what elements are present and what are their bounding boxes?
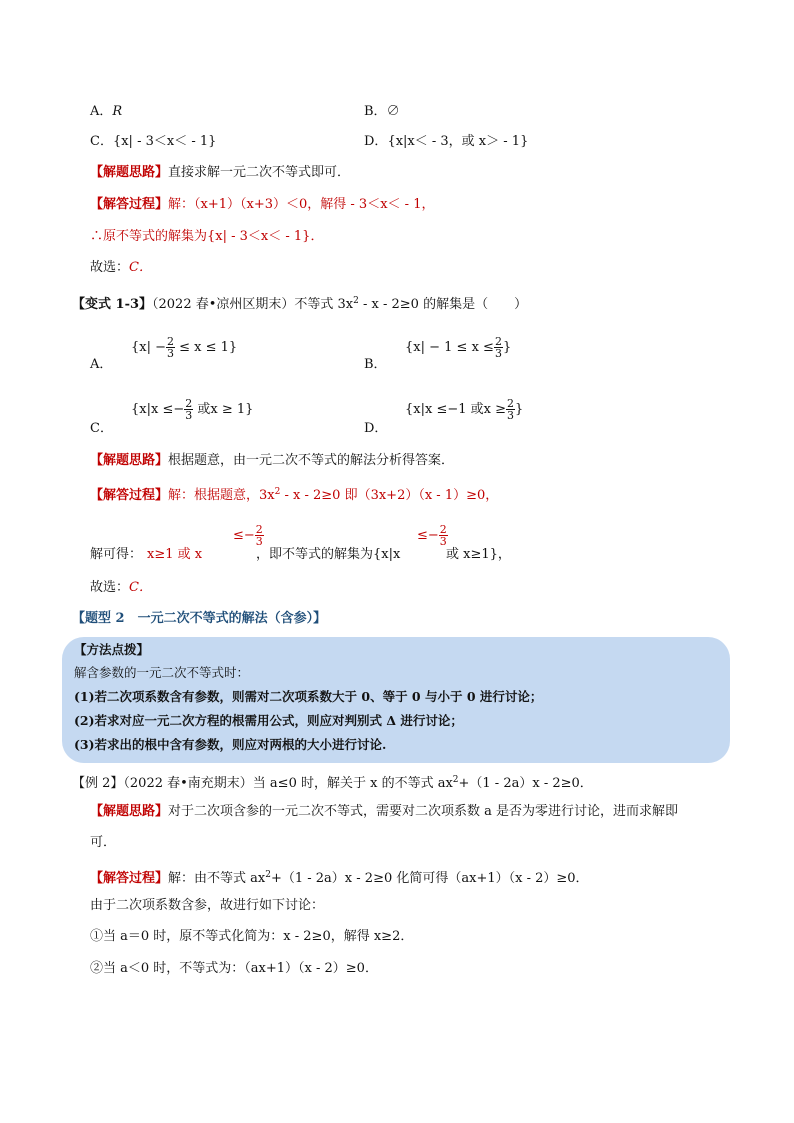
process-text: - x - 2≥0 即（3x+2）（x - 1）≥0， (280, 488, 499, 503)
option-letter: D． (364, 134, 388, 149)
variant-option-c-letter: C． (90, 421, 113, 436)
method-line-2: (1)若二次项系数含有参数，则需对二次项系数大于 0、等于 0 与小于 0 进行讨论； (74, 689, 543, 704)
variant-idea-line (90, 452, 454, 470)
variant-solution-x1: x≥1 或 x (147, 547, 203, 562)
math-part: ≤− (417, 528, 439, 543)
variant-solution-end: 或 x≥1}， (446, 547, 511, 562)
fraction-den: 3 (439, 535, 447, 548)
method-line-1: 解含参数的一元二次不等式时： (74, 665, 250, 680)
example-stem-text: （2022 春•南充期末）当 a≤0 时，解关于 x 的不等式 ax (123, 776, 453, 791)
process-label: 【解答过程】 (90, 197, 169, 212)
fraction-num: 2 (494, 335, 502, 348)
process-text: 解：（x+1）（x+3）＜0，解得 - 3＜x＜ - 1， (168, 197, 435, 212)
fraction-num: 2 (507, 397, 514, 410)
option-a (90, 103, 122, 121)
fraction-num: 2 (255, 523, 263, 536)
math-part: {x| − (131, 340, 167, 355)
fraction-den: 3 (255, 535, 263, 548)
superscript: 2 (274, 487, 281, 497)
variant-label: 【变式 1-3】 (72, 297, 153, 312)
variant-option-b-letter: B． (364, 357, 387, 372)
variant-option-d-math (405, 398, 523, 421)
example-discuss-line: 由于二次项系数含参，故进行如下讨论： (90, 898, 325, 913)
fraction-num: 2 (167, 335, 175, 348)
option-c (90, 133, 216, 151)
idea-text: 根据题意，由一元二次不等式的解法分析得答案． (168, 453, 455, 468)
superscript: 2 (265, 870, 271, 880)
option-letter: A． (90, 104, 113, 119)
variant-option-a-math (131, 336, 237, 359)
method-title: 【方法点拨】 (74, 642, 150, 657)
example-stem-rest: +（1 - 2a）x - 2≥0． (458, 776, 593, 791)
idea-label: 【解题思路】 (90, 453, 169, 468)
option-text: ∅ (386, 104, 400, 119)
conclusion-line: ∴原不等式的解集为{x| - 3＜x＜ - 1}． (90, 229, 324, 244)
method-line-4: (3)若求出的根中含有参数，则应对两根的大小进行讨论. (74, 737, 387, 752)
variant-option-a-letter: A． (90, 357, 113, 372)
math-part: 或x ≥ 1} (193, 402, 254, 417)
superscript: 2 (353, 296, 359, 306)
answer-line (90, 259, 152, 277)
fraction-num: 2 (185, 397, 193, 410)
example-idea-line-2: 可． (90, 835, 117, 850)
variant-option-d-letter: D． (364, 421, 388, 436)
example-stem (72, 771, 593, 793)
method-line-3: (2)若求对应一元二次方程的根需用公式，则应对判别式 Δ 进行讨论； (74, 713, 463, 728)
topic-heading: 【题型 2 一元二次不等式的解法（含参）】 (72, 611, 327, 626)
answer-prefix: 故选： (90, 260, 130, 275)
method-box (62, 637, 730, 763)
variant-option-c-math (131, 398, 253, 421)
option-text: R (112, 104, 123, 119)
fraction (166, 336, 175, 359)
fraction-den: 3 (494, 347, 502, 360)
example-label: 【例 2】 (72, 776, 124, 791)
fraction-den: 3 (185, 409, 193, 422)
option-letter: B． (364, 104, 387, 119)
process-text: 解：由不等式 ax (168, 871, 266, 886)
option-d (364, 133, 528, 151)
process-label: 【解答过程】 (90, 871, 169, 886)
variant-solution-prefix: 解可得： (90, 547, 143, 562)
idea-line (90, 164, 350, 182)
fraction (506, 398, 515, 421)
process-line (90, 196, 434, 214)
variant-option-b-math (405, 336, 511, 359)
variant-answer-line (90, 579, 152, 597)
example-idea-line (90, 803, 678, 821)
fraction-den: 3 (167, 347, 175, 360)
fraction (184, 398, 193, 421)
math-part: ≤− (233, 528, 255, 543)
idea-label: 【解题思路】 (90, 165, 169, 180)
math-part: } (502, 340, 512, 355)
example-process-line (90, 866, 589, 888)
idea-text: 对于二次项含参的一元二次不等式，需要对二次项系数 a 是否为零进行讨论，进而求解即 (168, 804, 679, 819)
fraction (439, 524, 448, 547)
process-text: +（1 - 2a）x - 2≥0 化简可得（ax+1）（x - 2）≥0． (270, 871, 589, 886)
fraction-num: 2 (439, 523, 447, 536)
idea-text: 直接求解一元二次不等式即可． (168, 165, 351, 180)
option-text: {x| - 3＜x＜ - 1} (112, 134, 217, 149)
process-label: 【解答过程】 (90, 488, 169, 503)
answer-value: C． (129, 580, 152, 595)
idea-label: 【解题思路】 (90, 804, 169, 819)
math-part: {x| − 1 ≤ x ≤ (405, 340, 494, 355)
variant-stem-text: （2022 春•凉州区期末）不等式 3x (152, 297, 354, 312)
option-b (364, 103, 400, 121)
variant-frac-2 (417, 524, 448, 547)
variant-stem-rest: - x - 2≥0 的解集是（ ） (358, 297, 528, 312)
variant-solution-mid (256, 546, 400, 564)
math-part: {x|x ≤− (131, 402, 185, 417)
fraction-den: 3 (507, 409, 514, 422)
answer-prefix: 故选： (90, 580, 130, 595)
fraction (255, 524, 264, 547)
example-case-2: ②当 a＜0 时，不等式为：（ax+1）（x - 2）≥0． (90, 961, 378, 976)
variant-frac-1 (233, 524, 264, 547)
math-part: } (515, 402, 524, 417)
math-part: {x|x ≤−1 或x ≥ (405, 402, 506, 417)
option-text: {x|x＜ - 3，或 x＞ - 1} (387, 134, 529, 149)
example-case-1: ①当 a＝0 时，原不等式化简为：x - 2≥0，解得 x≥2． (90, 929, 414, 944)
fraction (494, 336, 503, 359)
superscript: 2 (452, 775, 459, 785)
variant-process-line (90, 483, 498, 505)
option-letter: C． (90, 134, 113, 149)
answer-value: C． (129, 260, 152, 275)
math-part: ≤ x ≤ 1} (175, 340, 238, 355)
variant-stem (72, 292, 527, 314)
process-text: 解：根据题意，3x (168, 488, 275, 503)
solution-mid-text: ，即不等式的解集为{x|x (256, 547, 401, 562)
